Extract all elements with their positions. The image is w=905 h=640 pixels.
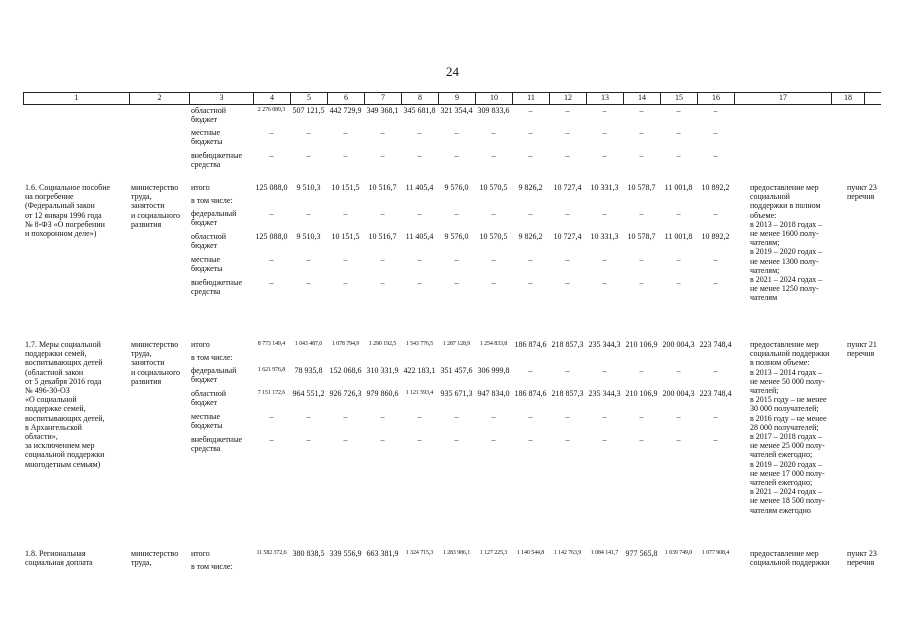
value-cell: –	[454, 278, 459, 287]
header-col-16: 16	[697, 93, 734, 104]
value-cell: –	[713, 366, 718, 375]
value-cell: –	[417, 278, 422, 287]
value-cell: –	[306, 128, 311, 137]
value-cell: –	[343, 209, 348, 218]
header-col-12: 12	[549, 93, 586, 104]
funding-source: итого	[191, 183, 210, 192]
funding-row	[23, 562, 881, 582]
value-cell: –	[602, 151, 607, 160]
value-cell: 1 127 225,3	[479, 550, 508, 556]
item-executor: министерство труда, занятости и социального развития	[131, 183, 181, 229]
value-cell: –	[713, 255, 718, 264]
value-cell: 152 068,6	[329, 366, 362, 375]
value-cell: 964 551,2	[292, 389, 325, 398]
value-cell: 8 773 149,4	[257, 341, 286, 347]
header-col-3: 3	[189, 93, 253, 104]
value-cell: 235 344,3	[588, 340, 621, 349]
value-cell: –	[491, 209, 496, 218]
funding-source: федеральный бюджет	[191, 366, 237, 385]
value-cell: –	[528, 278, 533, 287]
value-cell: 380 838,5	[292, 549, 325, 558]
funding-source: областной бюджет	[191, 389, 227, 408]
value-cell: –	[306, 412, 311, 421]
value-cell: –	[528, 209, 533, 218]
value-cell: 306 999,8	[477, 366, 510, 375]
funding-source: внебюджетные средства	[191, 151, 242, 170]
funding-row	[23, 389, 881, 409]
value-cell: –	[269, 128, 274, 137]
value-cell: 1 142 763,9	[553, 550, 582, 556]
value-cell: 663 381,9	[366, 549, 399, 558]
value-cell: –	[380, 209, 385, 218]
page-number: 24	[446, 64, 459, 79]
value-cell: –	[565, 278, 570, 287]
item-expected-result: предоставление мер социальной поддержки в полном объеме: в 2013 – 2014 годах – не менее 50 000 полу- чателей; в 2015 году – не менее 30 000 получателей; в 2016 году – не менее 28 000 получателей; в 2017 – 2018 годах – не менее 25 000 полу- чателей ежегодно; в 2019 – 2020 годах – не менее 17 000 полу- чателей ежегодно; в 2021 – 2024 годах – не менее 18 500 полу- чателям ежегодно	[750, 340, 830, 515]
value-cell: 1 254 833,8	[479, 341, 508, 347]
value-cell: –	[343, 151, 348, 160]
value-cell: –	[491, 255, 496, 264]
value-cell: 11 405,4	[405, 183, 434, 192]
value-cell: 10 727,4	[553, 232, 582, 241]
value-cell: –	[380, 151, 385, 160]
value-cell: 10 578,7	[627, 232, 656, 241]
value-cell: –	[454, 255, 459, 264]
value-cell: –	[491, 151, 496, 160]
header-col-4: 4	[253, 93, 290, 104]
value-cell: 10 151,5	[331, 232, 360, 241]
item-expected-result: предоставление мер социальной поддержки	[750, 549, 830, 568]
value-cell: 7 151 172,6	[257, 390, 286, 396]
value-cell: –	[417, 209, 422, 218]
funding-source: в том числе:	[191, 196, 233, 205]
value-cell: 926 726,3	[329, 389, 362, 398]
item-executor: министерство труда, занятости и социального развития	[131, 340, 181, 386]
funding-row	[23, 151, 881, 171]
value-cell: –	[602, 366, 607, 375]
value-cell: 1 043 487,0	[294, 341, 323, 347]
value-cell: –	[676, 209, 681, 218]
value-cell: 309 833,6	[477, 106, 510, 115]
header-col-10: 10	[475, 93, 512, 104]
value-cell: 9 576,0	[444, 232, 469, 241]
item-expected-result: предоставление мер социальной поддержки в полном объеме: в 2013 – 2018 годах – не менее 1600 полу- чателям; в 2019 – 2020 годах – не менее 1300 полу- чателям; в 2021 – 2024 годах – не менее 1250 полу- чателям	[750, 183, 823, 303]
funding-source: местные бюджеты	[191, 412, 223, 431]
value-cell: 1 084 141,7	[590, 550, 619, 556]
item-name: 1.6. Социальное пособие на погребение (Федеральный закон от 12 января 1996 года № 8-ФЗ «О погребении и похоронном деле»)	[25, 183, 111, 239]
header-col-1: 1	[23, 93, 129, 104]
value-cell: 310 331,9	[366, 366, 399, 375]
funding-row	[23, 232, 881, 252]
value-cell: –	[528, 128, 533, 137]
value-cell: –	[306, 151, 311, 160]
value-cell: 200 004,3	[662, 340, 695, 349]
funding-row	[23, 128, 881, 148]
value-cell: –	[343, 278, 348, 287]
header-col-8: 8	[401, 93, 438, 104]
value-cell: –	[306, 209, 311, 218]
value-cell: –	[528, 412, 533, 421]
value-cell: 10 516,7	[368, 232, 397, 241]
value-cell: –	[380, 128, 385, 137]
value-cell: –	[713, 151, 718, 160]
value-cell: –	[565, 209, 570, 218]
value-cell: 442 729,9	[329, 106, 362, 115]
value-cell: –	[417, 128, 422, 137]
value-cell: –	[676, 106, 681, 115]
funding-source: внебюджетные средства	[191, 278, 242, 297]
header-col-9: 9	[438, 93, 475, 104]
value-cell: 10 331,3	[590, 183, 619, 192]
item-reference: пункт 23 перечня	[847, 549, 877, 568]
value-cell: –	[602, 278, 607, 287]
header-col-18: 18	[831, 93, 865, 104]
value-cell: –	[491, 278, 496, 287]
value-cell: –	[454, 128, 459, 137]
item-reference: пункт 21 перечня	[847, 340, 877, 359]
value-cell: 11 001,8	[664, 183, 693, 192]
value-cell: 125 088,0	[255, 183, 288, 192]
value-cell: –	[639, 255, 644, 264]
value-cell: –	[343, 128, 348, 137]
funding-row	[23, 209, 881, 229]
value-cell: 218 857,3	[551, 389, 584, 398]
funding-row	[23, 435, 881, 455]
value-cell: –	[380, 435, 385, 444]
value-cell: –	[491, 435, 496, 444]
value-cell: –	[639, 151, 644, 160]
header-col-2: 2	[129, 93, 189, 104]
value-cell: 935 671,3	[440, 389, 473, 398]
value-cell: 223 748,4	[699, 389, 732, 398]
value-cell: 1 324 715,3	[405, 550, 434, 556]
value-cell: –	[639, 412, 644, 421]
value-cell: 200 004,3	[662, 389, 695, 398]
value-cell: 10 570,5	[479, 232, 508, 241]
value-cell: –	[306, 435, 311, 444]
value-cell: 186 874,6	[514, 389, 547, 398]
value-cell: 235 344,3	[588, 389, 621, 398]
value-cell: –	[269, 435, 274, 444]
value-cell: –	[454, 435, 459, 444]
item-reference: пункт 23 перечня	[847, 183, 877, 202]
value-cell: –	[713, 278, 718, 287]
funding-row	[23, 278, 881, 298]
value-cell: 10 570,5	[479, 183, 508, 192]
value-cell: 507 121,5	[292, 106, 325, 115]
value-cell: –	[565, 151, 570, 160]
value-cell: –	[602, 209, 607, 218]
value-cell: –	[602, 128, 607, 137]
value-cell: –	[676, 366, 681, 375]
item-executor: министерство труда,	[131, 549, 179, 568]
funding-row	[23, 106, 881, 126]
value-cell: –	[565, 366, 570, 375]
funding-source: федеральный бюджет	[191, 209, 237, 228]
value-cell: –	[380, 278, 385, 287]
value-cell: –	[639, 209, 644, 218]
value-cell: 11 405,4	[405, 232, 434, 241]
item-name: 1.8. Региональная социальная доплата	[25, 549, 93, 568]
value-cell: –	[417, 412, 422, 421]
value-cell: 9 826,2	[518, 183, 543, 192]
value-cell: 11 001,8	[664, 232, 693, 241]
value-cell: –	[676, 255, 681, 264]
funding-source: в том числе:	[191, 562, 233, 571]
value-cell: 125 088,0	[255, 232, 288, 241]
funding-source: внебюджетные средства	[191, 435, 242, 454]
value-cell: –	[676, 128, 681, 137]
header-col-7: 7	[364, 93, 401, 104]
value-cell: 10 578,7	[627, 183, 656, 192]
value-cell: –	[565, 106, 570, 115]
value-cell: 10 727,4	[553, 183, 582, 192]
value-cell: –	[380, 255, 385, 264]
value-cell: –	[343, 412, 348, 421]
value-cell: 349 368,1	[366, 106, 399, 115]
value-cell: –	[528, 366, 533, 375]
value-cell: –	[454, 209, 459, 218]
value-cell: –	[639, 278, 644, 287]
value-cell: –	[417, 435, 422, 444]
value-cell: 223 748,4	[699, 340, 732, 349]
funding-row	[23, 255, 881, 275]
value-cell: –	[306, 278, 311, 287]
value-cell: 345 681,8	[403, 106, 436, 115]
value-cell: –	[676, 435, 681, 444]
value-cell: 1 078 794,9	[331, 341, 360, 347]
value-cell: 977 565,8	[625, 549, 658, 558]
header-col-11: 11	[512, 93, 549, 104]
funding-source: местные бюджеты	[191, 128, 223, 147]
value-cell: –	[713, 412, 718, 421]
funding-source: местные бюджеты	[191, 255, 223, 274]
value-cell: –	[528, 255, 533, 264]
value-cell: 210 106,9	[625, 389, 658, 398]
value-cell: –	[602, 435, 607, 444]
value-cell: 10 151,5	[331, 183, 360, 192]
value-cell: 10 892,2	[701, 232, 730, 241]
value-cell: 1 140 544,8	[516, 550, 545, 556]
value-cell: –	[417, 151, 422, 160]
value-cell: 9 510,3	[296, 183, 321, 192]
value-cell: –	[269, 255, 274, 264]
header-col-6: 6	[327, 93, 364, 104]
value-cell: 1 290 192,5	[368, 341, 397, 347]
header-col-15: 15	[660, 93, 697, 104]
value-cell: –	[565, 435, 570, 444]
value-cell: –	[713, 106, 718, 115]
value-cell: –	[343, 435, 348, 444]
program-table	[23, 92, 881, 571]
value-cell: 1 077 908,4	[701, 550, 730, 556]
value-cell: 9 826,2	[518, 232, 543, 241]
value-cell: –	[602, 106, 607, 115]
value-cell: 1 287 128,9	[442, 341, 471, 347]
value-cell: –	[269, 278, 274, 287]
funding-source: итого	[191, 549, 210, 558]
funding-source: итого	[191, 340, 210, 349]
value-cell: 210 106,9	[625, 340, 658, 349]
value-cell: 1 283 986,1	[442, 550, 471, 556]
value-cell: –	[269, 209, 274, 218]
value-cell: 2 276 089,3	[257, 107, 286, 113]
value-cell: 9 576,0	[444, 183, 469, 192]
value-cell: –	[491, 128, 496, 137]
value-cell: 10 331,3	[590, 232, 619, 241]
value-cell: –	[639, 435, 644, 444]
value-cell: –	[639, 106, 644, 115]
value-cell: –	[713, 128, 718, 137]
header-col-5: 5	[290, 93, 327, 104]
value-cell: –	[676, 412, 681, 421]
funding-row	[23, 366, 881, 386]
value-cell: –	[676, 151, 681, 160]
value-cell: –	[639, 366, 644, 375]
value-cell: –	[713, 435, 718, 444]
value-cell: 10 516,7	[368, 183, 397, 192]
value-cell: –	[454, 412, 459, 421]
header-col-14: 14	[623, 93, 660, 104]
value-cell: –	[454, 151, 459, 160]
funding-source: областной бюджет	[191, 106, 227, 125]
funding-row	[23, 412, 881, 432]
value-cell: –	[676, 278, 681, 287]
value-cell: –	[602, 255, 607, 264]
value-cell: 422 183,1	[403, 366, 436, 375]
value-cell: –	[528, 435, 533, 444]
value-cell: –	[269, 151, 274, 160]
value-cell: –	[528, 106, 533, 115]
funding-source: областной бюджет	[191, 232, 227, 251]
value-cell: 339 556,9	[329, 549, 362, 558]
value-cell: 9 510,3	[296, 232, 321, 241]
value-cell: –	[306, 255, 311, 264]
value-cell: –	[528, 151, 533, 160]
value-cell: –	[713, 209, 718, 218]
value-cell: 1 121 593,4	[405, 390, 434, 396]
value-cell: –	[602, 412, 607, 421]
value-cell: 1 039 749,0	[664, 550, 693, 556]
value-cell: 1 543 776,5	[405, 341, 434, 347]
value-cell: –	[417, 255, 422, 264]
value-cell: 947 834,0	[477, 389, 510, 398]
header-col-17: 17	[734, 93, 831, 104]
column-number-header	[23, 92, 881, 105]
value-cell: 186 874,6	[514, 340, 547, 349]
item-name: 1.7. Меры социальной поддержки семей, воспитывающих детей (областной закон от 5 декабря 2016 года № 496-30-ОЗ «О социальной поддержке семей, воспитывающих детей, в Архангельской области», за исключением мер социальной поддержки многодетным семьям)	[25, 340, 105, 469]
value-cell: –	[380, 412, 385, 421]
value-cell: –	[565, 412, 570, 421]
value-cell: –	[491, 412, 496, 421]
value-cell: –	[269, 412, 274, 421]
funding-source: в том числе:	[191, 353, 233, 362]
value-cell: –	[565, 128, 570, 137]
value-cell: 10 892,2	[701, 183, 730, 192]
value-cell: 979 860,6	[366, 389, 399, 398]
value-cell: –	[639, 128, 644, 137]
value-cell: 11 582 372,6	[256, 550, 287, 556]
value-cell: 1 621 976,8	[257, 367, 286, 373]
value-cell: 351 457,6	[440, 366, 473, 375]
value-cell: –	[343, 255, 348, 264]
value-cell: 78 935,8	[294, 366, 323, 375]
value-cell: 218 857,3	[551, 340, 584, 349]
header-col-13: 13	[586, 93, 623, 104]
value-cell: –	[565, 255, 570, 264]
value-cell: 321 354,4	[440, 106, 473, 115]
